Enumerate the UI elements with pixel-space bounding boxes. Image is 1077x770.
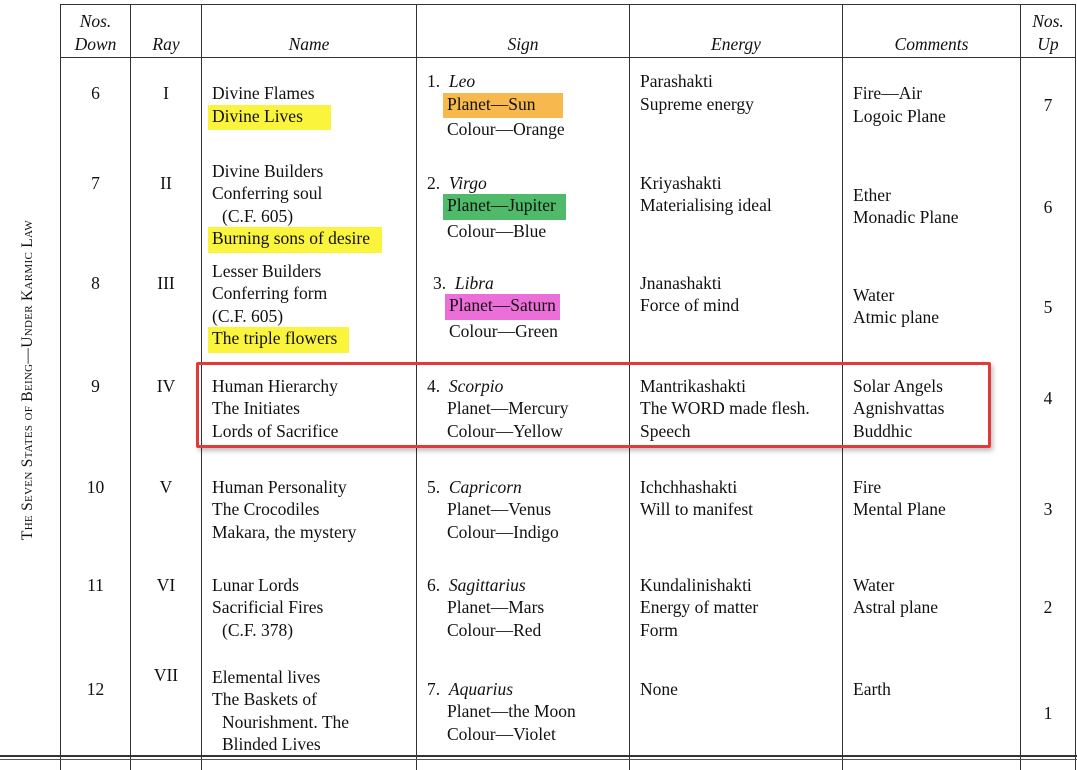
- table-row: [61, 564, 1076, 654]
- name-line: Divine Builders: [212, 160, 324, 181]
- energy-line: Supreme energy: [640, 93, 754, 114]
- name-line: Lords of Sacrifice: [212, 420, 339, 441]
- nos-down-value: 12: [86, 678, 105, 699]
- comments-line: Mental Plane: [853, 499, 946, 519]
- name-cell: [202, 654, 417, 770]
- side-title: [14, 190, 42, 570]
- energy-line: Parashakti: [640, 71, 713, 91]
- sign-line: [427, 574, 629, 597]
- nos-up-cell: [1021, 158, 1076, 258]
- nos-up-value: 7: [1043, 95, 1053, 115]
- table-row: [61, 361, 1076, 462]
- nos-up-value: 1: [1043, 702, 1053, 723]
- highlight-yellow: Divine Lives: [208, 105, 331, 131]
- header-row: [61, 5, 1076, 58]
- name-cell: [202, 258, 417, 361]
- header-nos-down: [61, 5, 131, 58]
- colour-line: Colour—Violet: [447, 723, 556, 744]
- ray-cell: [131, 158, 202, 258]
- sign-line: [427, 172, 629, 195]
- nos-up-cell: [1021, 462, 1076, 564]
- nos-up-value: 6: [1043, 196, 1053, 217]
- planet-line: Planet—Mercury: [447, 398, 569, 418]
- planet-line: Planet—the Moon: [447, 701, 576, 721]
- comments-line: Monadic Plane: [853, 207, 959, 227]
- energy-line: Mantrikashakti: [640, 375, 746, 396]
- sign-name: Capricorn: [448, 476, 522, 497]
- comments-cell: [843, 564, 1021, 654]
- energy-cell: [630, 158, 843, 258]
- sign-number: 4.: [427, 375, 441, 396]
- colour-line: Colour—Orange: [447, 119, 565, 139]
- sign-name: Scorpio: [448, 375, 504, 396]
- nos-up-value: 4: [1043, 387, 1053, 408]
- ray-value: IV: [156, 375, 176, 396]
- name-line: Conferring soul: [212, 183, 323, 203]
- sign-line: [427, 272, 629, 295]
- highlight-yellow: The triple flowers: [208, 327, 349, 353]
- energy-line: Force of mind: [640, 295, 740, 315]
- nos-up-cell: [1021, 361, 1076, 462]
- table-row: [61, 462, 1076, 564]
- planet-line: Planet—Mars: [447, 597, 545, 617]
- nos-down-value: 10: [86, 476, 105, 497]
- planet-line: [427, 294, 629, 320]
- nos-up-value: 5: [1043, 296, 1053, 317]
- ray-value: II: [160, 172, 172, 193]
- name-line: The Initiates: [212, 398, 300, 418]
- comments-line: Water: [853, 284, 895, 305]
- comments-line: Logoic Plane: [853, 105, 946, 126]
- header-nos-up-line1: Nos.: [1032, 11, 1064, 31]
- nos-down-value: 11: [87, 574, 104, 595]
- comments-line: Solar Angels: [853, 375, 943, 396]
- sign-line: [427, 678, 629, 701]
- comments-line: Earth: [853, 678, 891, 699]
- header-energy: Energy: [630, 5, 843, 58]
- ray-cell: [131, 361, 202, 462]
- sign-number: 3.: [433, 272, 447, 293]
- name-line: Lesser Builders: [212, 260, 322, 281]
- energy-cell: [630, 58, 843, 158]
- energy-line: None: [640, 678, 678, 699]
- comments-cell: [843, 654, 1021, 770]
- seven-states-table: [60, 4, 1076, 770]
- sign-number: 1.: [427, 71, 441, 91]
- comments-line: Fire—Air: [853, 83, 923, 103]
- header-name: Name: [202, 5, 417, 58]
- comments-line: Astral plane: [853, 597, 939, 617]
- name-line: (C.F. 605): [222, 205, 294, 226]
- comments-line: Water: [853, 574, 895, 595]
- sign-cell: [417, 158, 630, 258]
- header-nos-up-line2: Up: [1037, 33, 1059, 54]
- energy-line: Form: [640, 619, 678, 640]
- sign-name: Sagittarius: [448, 574, 526, 595]
- table-row: [61, 58, 1076, 158]
- header-sign: Sign: [417, 5, 630, 58]
- energy-line: Kriyashakti: [640, 172, 722, 193]
- comments-line: Ether: [853, 184, 891, 205]
- side-title-text: The Seven States of Being—Under Karmic Law: [19, 219, 36, 541]
- comments-line: Fire: [853, 476, 882, 497]
- nos-down-cell: [61, 158, 131, 258]
- colour-line: Colour—Indigo: [447, 521, 559, 542]
- sign-line: [427, 375, 629, 398]
- energy-cell: [630, 258, 843, 361]
- nos-down-value: 8: [91, 272, 100, 293]
- name-cell: [202, 564, 417, 654]
- energy-cell: [630, 564, 843, 654]
- energy-cell: [630, 462, 843, 564]
- nos-up-cell: [1021, 654, 1076, 770]
- nos-down-value: 6: [91, 83, 100, 103]
- sign-name: Aquarius: [448, 678, 514, 699]
- ray-cell: [131, 654, 202, 770]
- sign-cell: [417, 564, 630, 654]
- sign-cell: [417, 462, 630, 564]
- name-line: Human Personality: [212, 476, 347, 497]
- sign-number: 7.: [427, 678, 441, 699]
- energy-line: Energy of matter: [640, 597, 759, 617]
- nos-down-cell: [61, 564, 131, 654]
- nos-up-value: 3: [1043, 498, 1053, 519]
- bottom-rule-thin: [0, 759, 1077, 760]
- name-line: Conferring form: [212, 283, 328, 303]
- sign-number: 6.: [427, 574, 441, 595]
- ray-value: V: [159, 476, 173, 497]
- sign-name: Leo: [448, 71, 476, 91]
- ray-cell: [131, 58, 202, 158]
- name-line: (C.F. 378): [222, 619, 294, 640]
- colour-line: Colour—Blue: [447, 220, 547, 241]
- name-line-highlighted: [212, 327, 416, 353]
- bottom-rule: [0, 755, 1077, 757]
- sign-number: 5.: [427, 476, 441, 497]
- energy-line: The WORD made flesh.: [640, 398, 810, 418]
- comments-line: Agnishvattas: [853, 398, 945, 418]
- nos-down-cell: [61, 462, 131, 564]
- name-line: Divine Flames: [212, 83, 315, 103]
- comments-line: Buddhic: [853, 420, 913, 441]
- table-row: [61, 258, 1076, 361]
- name-line-highlighted: [212, 105, 416, 131]
- energy-line: Speech: [640, 420, 691, 441]
- sign-line: [427, 70, 629, 93]
- nos-up-cell: [1021, 58, 1076, 158]
- ray-value: III: [157, 272, 175, 293]
- name-line: Sacrificial Fires: [212, 597, 324, 617]
- highlight-green: Planet—Jupiter: [443, 194, 566, 220]
- table-row: [61, 158, 1076, 258]
- ray-cell: [131, 258, 202, 361]
- comments-cell: [843, 361, 1021, 462]
- comments-cell: [843, 462, 1021, 564]
- table-row: [61, 654, 1076, 770]
- name-line: Blinded Lives: [222, 734, 321, 754]
- colour-line: Colour—Red: [447, 619, 542, 640]
- name-cell: [202, 58, 417, 158]
- ray-value: VI: [156, 574, 176, 595]
- energy-cell: [630, 654, 843, 770]
- sign-name: Libra: [454, 272, 494, 293]
- comments-cell: [843, 258, 1021, 361]
- name-cell: [202, 462, 417, 564]
- nos-down-value: 9: [91, 375, 100, 396]
- ray-value: VII: [153, 664, 179, 685]
- energy-line: Materialising ideal: [640, 195, 772, 215]
- name-line: Lunar Lords: [212, 574, 299, 595]
- nos-down-cell: [61, 654, 131, 770]
- header-nos-down-line2: Down: [74, 33, 117, 54]
- nos-up-cell: [1021, 564, 1076, 654]
- name-line: Elemental lives: [212, 666, 321, 687]
- colour-line: Colour—Yellow: [447, 420, 563, 441]
- sign-line: [427, 476, 629, 499]
- header-ray: Ray: [131, 5, 202, 58]
- ray-cell: [131, 462, 202, 564]
- name-line: (C.F. 605): [212, 305, 284, 326]
- nos-down-cell: [61, 258, 131, 361]
- energy-line: Will to manifest: [640, 499, 754, 519]
- highlight-yellow: Burning sons of desire: [208, 227, 382, 253]
- planet-line: [427, 93, 629, 119]
- colour-line: Colour—Green: [449, 320, 558, 341]
- energy-line: Kundalinishakti: [640, 574, 752, 595]
- header-nos-up: [1021, 5, 1076, 58]
- name-line-highlighted: [212, 227, 416, 253]
- nos-down-cell: [61, 58, 131, 158]
- name-cell: [202, 158, 417, 258]
- ray-cell: [131, 564, 202, 654]
- nos-up-value: 2: [1043, 596, 1053, 617]
- nos-down-value: 7: [91, 172, 100, 193]
- name-cell: [202, 361, 417, 462]
- sign-name: Virgo: [448, 172, 487, 193]
- planet-line: Planet—Venus: [447, 499, 552, 519]
- planet-line: [427, 194, 629, 220]
- name-line: Makara, the mystery: [212, 521, 357, 542]
- comments-cell: [843, 58, 1021, 158]
- highlight-orange: Planet—Sun: [443, 93, 563, 119]
- name-line: The Baskets of: [212, 689, 317, 709]
- comments-line: Atmic plane: [853, 307, 940, 327]
- comments-cell: [843, 158, 1021, 258]
- energy-line: Jnanashakti: [640, 272, 722, 293]
- name-line: Human Hierarchy: [212, 375, 338, 396]
- nos-down-cell: [61, 361, 131, 462]
- sign-cell: [417, 654, 630, 770]
- sign-number: 2.: [427, 172, 441, 193]
- sign-cell: [417, 258, 630, 361]
- nos-up-cell: [1021, 258, 1076, 361]
- header-comments: Comments: [843, 5, 1021, 58]
- highlight-pink: Planet—Saturn: [445, 294, 560, 320]
- sign-cell: [417, 361, 630, 462]
- name-line: The Crocodiles: [212, 499, 320, 519]
- energy-line: Ichchhashakti: [640, 476, 738, 497]
- header-nos-down-line1: Nos.: [79, 11, 112, 31]
- ray-value: I: [163, 83, 169, 103]
- sign-cell: [417, 58, 630, 158]
- name-line: Nourishment. The: [222, 711, 350, 732]
- energy-cell: [630, 361, 843, 462]
